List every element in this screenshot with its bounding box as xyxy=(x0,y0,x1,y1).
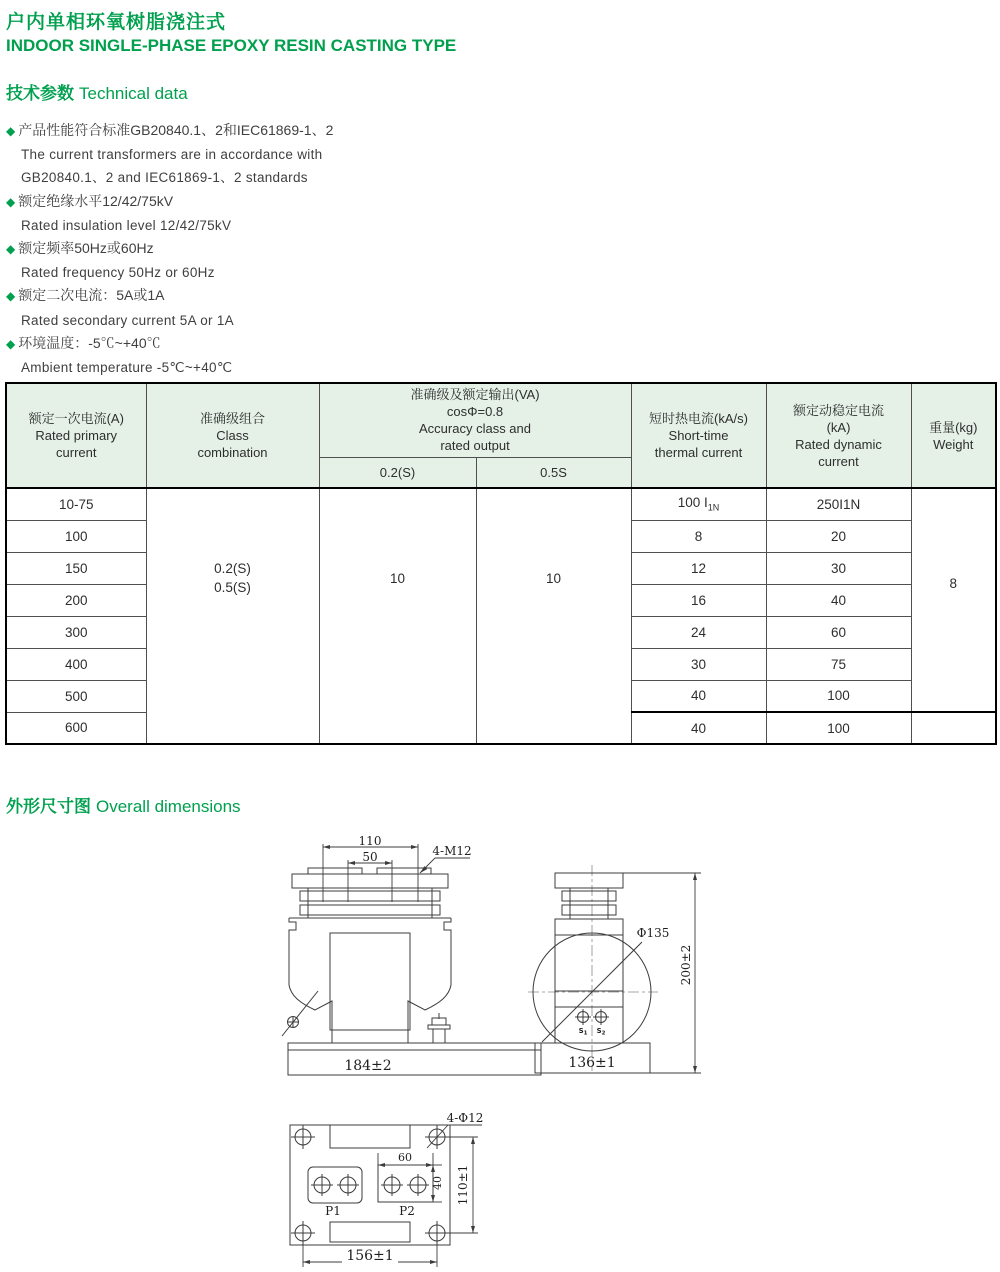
cell-short-time: 8 xyxy=(631,520,766,552)
cell-short-time: 30 xyxy=(631,648,766,680)
dim-label-156: 156±1 xyxy=(346,1248,394,1264)
col-header-primary-current: 额定一次电流(A) Rated primary current xyxy=(6,383,146,488)
feature-text-en: Ambient temperature -5℃~+40℃ xyxy=(21,360,233,376)
diamond-bullet-icon: ◆ xyxy=(6,289,16,304)
cell-primary-current: 500 xyxy=(6,680,146,712)
terminal-label-p2: P2 xyxy=(399,1204,415,1218)
dim-label-110: 110 xyxy=(358,834,382,848)
cell-primary-current: 200 xyxy=(6,584,146,616)
cell-weight-merged: 8 xyxy=(911,488,996,712)
cell-dynamic: 75 xyxy=(766,648,911,680)
cell-short-time: 16 xyxy=(631,584,766,616)
feature-text-en: Rated frequency 50Hz or 60Hz xyxy=(21,265,215,281)
col-header-class-02s: 0.2(S) xyxy=(319,457,476,488)
cell-output-05s-merged: 10 xyxy=(476,488,631,744)
col-header-class-05s: 0.5S xyxy=(476,457,631,488)
cell-dynamic: 250I1N xyxy=(766,488,911,520)
cell-dynamic: 30 xyxy=(766,552,911,584)
section-heading-en: Technical data xyxy=(79,84,188,103)
dim-label-184: 184±2 xyxy=(344,1058,392,1074)
dim-label-60: 60 xyxy=(398,1151,412,1164)
cell-dynamic: 100 xyxy=(766,712,911,744)
cell-short-time: 40 xyxy=(631,680,766,712)
feature-item xyxy=(6,237,333,261)
terminal-label-p1: P1 xyxy=(325,1204,341,1218)
side-view-drawing xyxy=(520,855,715,1080)
cell-dynamic: 20 xyxy=(766,520,911,552)
bottom-outline xyxy=(290,1125,450,1245)
technical-data-table xyxy=(5,382,997,745)
bottom-view-drawing xyxy=(270,1095,505,1272)
dim-label-136: 136±1 xyxy=(568,1055,616,1071)
section-heading-zh: 外形尺寸图 xyxy=(6,797,91,816)
terminal-label-s1: $S_1$ xyxy=(578,1027,588,1037)
feature-text-en: Rated insulation level 12/42/75kV xyxy=(21,217,232,233)
subscript-1n: 1N xyxy=(707,503,720,514)
cell-dynamic: 60 xyxy=(766,616,911,648)
bolt-label-4-m12: 4-M12 xyxy=(432,844,472,858)
dim-label-110-1: 110±1 xyxy=(456,1164,470,1206)
feature-text-en: Rated secondary current 5A or 1A xyxy=(21,312,234,328)
feature-text-en: GB20840.1、2 and IEC61869-1、2 standards xyxy=(21,170,308,186)
feature-text-zh: 额定二次电流：5A或1A xyxy=(18,287,165,304)
cell-dynamic: 100 xyxy=(766,680,911,712)
dim-label-40: 40 xyxy=(431,1176,444,1190)
section-heading-technical xyxy=(6,79,188,104)
page-title-zh: 户内单相环氧树脂浇注式 xyxy=(6,12,227,33)
feature-item xyxy=(6,332,333,356)
cell-short-time: 100 $I_{1N}$ xyxy=(631,488,766,520)
feature-list xyxy=(6,119,333,379)
diamond-bullet-icon: ◆ xyxy=(6,124,16,138)
section-heading-dimensions xyxy=(6,792,241,817)
feature-item xyxy=(6,119,333,143)
dim-label-50: 50 xyxy=(362,850,378,864)
cell-primary-current: 100 xyxy=(6,520,146,552)
dim-label-diameter: Φ135 xyxy=(636,926,670,940)
col-header-accuracy-output: 准确级及额定输出(VA) cosΦ=0.8 Accuracy class and rated output xyxy=(319,383,631,457)
cell-primary-current: 300 xyxy=(6,616,146,648)
feature-text-zh: 产品性能符合标准GB20840.1、2和IEC61869-1、2 xyxy=(18,122,334,138)
col-header-class-combination: 准确级组合 Class combination xyxy=(146,383,319,488)
cell-class-combination-merged: 0.2(S) 0.5(S) xyxy=(146,488,319,744)
cell-primary-current: 600 xyxy=(6,712,146,744)
front-view-drawing xyxy=(278,833,550,1078)
cell-dynamic: 40 xyxy=(766,584,911,616)
cell-primary-current: 400 xyxy=(6,648,146,680)
feature-item xyxy=(6,284,333,308)
feature-text-zh: 环境温度：-5℃~+40℃ xyxy=(18,334,161,351)
cell-primary-current: 10-75 xyxy=(6,488,146,520)
col-header-weight: 重量(kg) Weight xyxy=(911,383,996,488)
cell-primary-current: 150 xyxy=(6,552,146,584)
feature-text-zh: 额定频率50Hz或60Hz xyxy=(18,240,154,257)
cell-output-02s-merged: 10 xyxy=(319,488,476,744)
feature-text-zh: 额定绝缘水平12/42/75kV xyxy=(18,192,174,209)
section-heading-en: Overall dimensions xyxy=(96,797,241,816)
diamond-bullet-icon: ◆ xyxy=(6,194,16,209)
cell-short-time: 40 xyxy=(631,712,766,744)
section-heading-zh: 技术参数 xyxy=(6,84,74,103)
cell-weight-empty xyxy=(911,712,996,744)
dim-label-200: 200±2 xyxy=(679,944,693,986)
page-title-en: INDOOR SINGLE-PHASE EPOXY RESIN CASTING TYPE xyxy=(6,36,457,55)
diamond-bullet-icon: ◆ xyxy=(6,242,16,257)
terminal-label-s2: $S_2$ xyxy=(596,1027,606,1037)
mounting-hole-icon xyxy=(291,1125,315,1149)
col-header-dynamic-current: 额定动稳定电流 (kA) Rated dynamic current xyxy=(766,383,911,488)
holes-label-4-d12: 4-Φ12 xyxy=(446,1111,484,1125)
feature-text-en: The current transformers are in accordance with xyxy=(21,147,323,163)
cell-short-time: 12 xyxy=(631,552,766,584)
feature-item xyxy=(6,190,333,214)
cell-short-time: 24 xyxy=(631,616,766,648)
terminal-pad-p2 xyxy=(378,1165,433,1202)
front-outline xyxy=(282,868,541,1075)
diamond-bullet-icon: ◆ xyxy=(6,336,16,351)
col-header-short-time: 短时热电流(kA/s) Short-time thermal current xyxy=(631,383,766,488)
